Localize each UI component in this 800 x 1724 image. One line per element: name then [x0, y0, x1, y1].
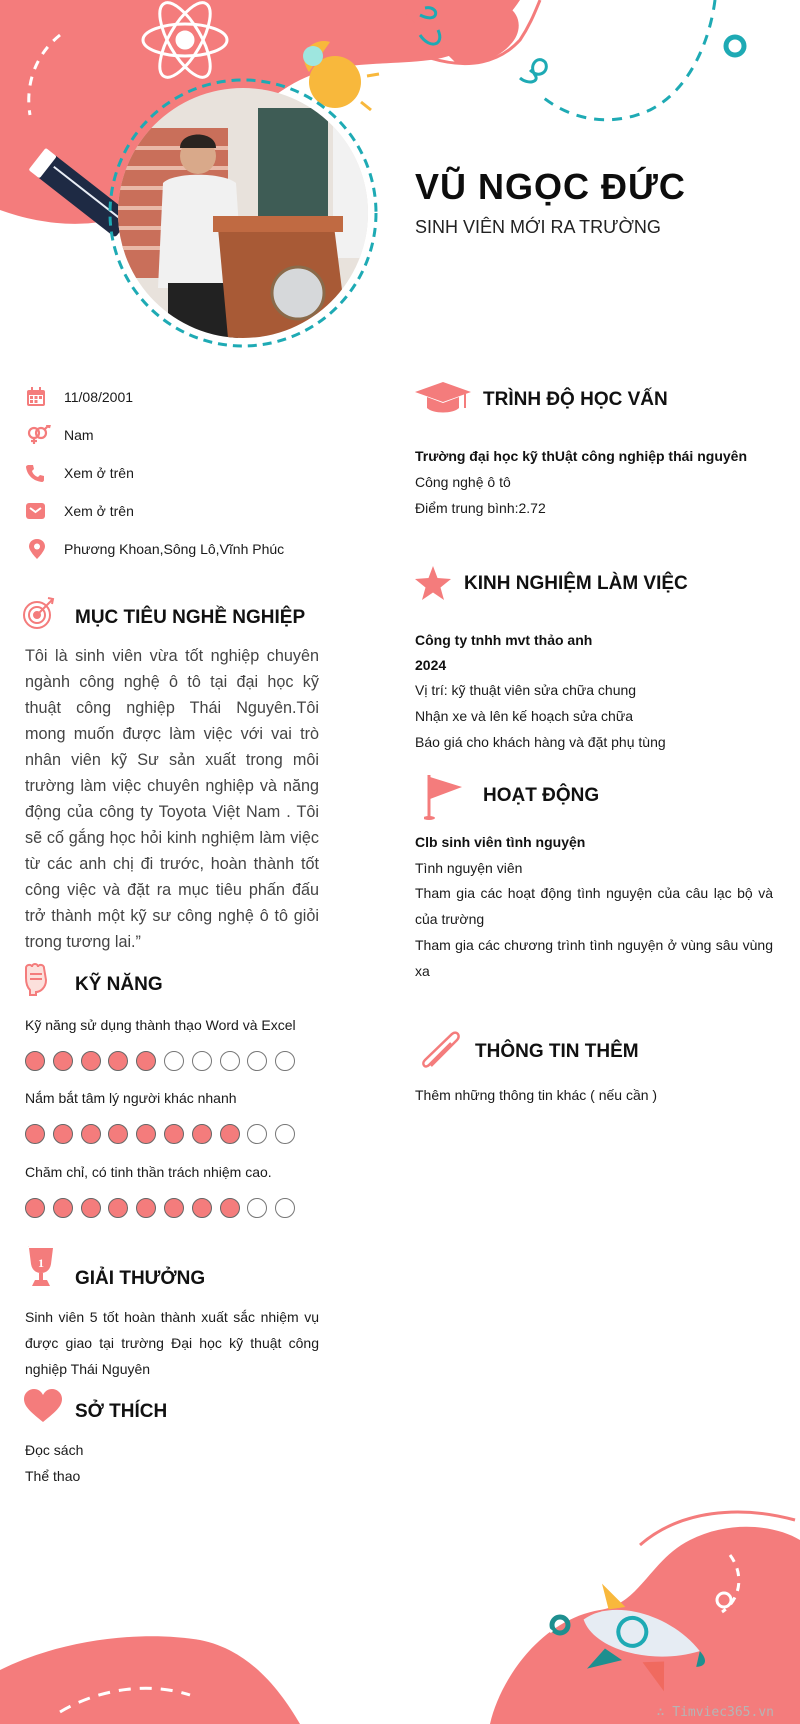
- raised-fist-icon: [24, 962, 48, 1001]
- rating-dot-filled: [25, 1124, 45, 1144]
- candidate-name: VŨ NGỌC ĐỨC: [415, 166, 686, 207]
- education-gpa: Điểm trung bình:2.72: [415, 500, 546, 516]
- rating-dot-empty: [247, 1051, 267, 1071]
- contact-gender: [26, 423, 94, 447]
- rating-dot-filled: [164, 1124, 184, 1144]
- rating-dot-empty: [164, 1051, 184, 1071]
- section-title-hobbies: SỞ THÍCH: [75, 1401, 168, 1422]
- rating-dot-empty: [275, 1198, 295, 1218]
- section-title-extra: THÔNG TIN THÊM: [475, 1041, 639, 1062]
- rating-dot-filled: [136, 1051, 156, 1071]
- svg-text:1: 1: [38, 1256, 44, 1270]
- skill-rating: [25, 1198, 303, 1218]
- rating-dot-filled: [136, 1124, 156, 1144]
- contact-text: Xem ở trên: [64, 465, 134, 481]
- rating-dot-filled: [81, 1124, 101, 1144]
- section-title-activities: HOẠT ĐỘNG: [483, 785, 600, 806]
- hobby-item: Thể thao: [25, 1468, 81, 1484]
- rating-dot-empty: [275, 1124, 295, 1144]
- experience-line: Báo giá cho khách hàng và đặt phụ tùng: [415, 734, 666, 750]
- heart-icon: [24, 1389, 62, 1428]
- rating-dot-filled: [220, 1198, 240, 1218]
- rating-dot-filled: [81, 1051, 101, 1071]
- candidate-role: SINH VIÊN MỚI RA TRƯỜNG: [415, 217, 661, 237]
- rating-dot-filled: [108, 1051, 128, 1071]
- rating-dot-filled: [25, 1198, 45, 1218]
- extra-text: Thêm những thông tin khác ( nếu cần ): [415, 1087, 658, 1103]
- paperclip-icon: [417, 1030, 463, 1075]
- star-icon: [415, 566, 451, 605]
- skill-label: Nắm bắt tâm lý người khác nhanh: [25, 1090, 237, 1106]
- rating-dot-filled: [136, 1198, 156, 1218]
- rating-dot-empty: [275, 1051, 295, 1071]
- rating-dot-filled: [192, 1124, 212, 1144]
- skill-rating: [25, 1124, 303, 1144]
- contact-email: [26, 499, 134, 523]
- watermark-text: ∴ Timviec365.vn: [656, 1705, 774, 1720]
- rating-dot-filled: [108, 1124, 128, 1144]
- graduation-cap-icon: [415, 382, 471, 421]
- skill-rating: [25, 1051, 303, 1071]
- education-school: Trường đại học kỹ thUật công nghiệp thái nguyên: [415, 448, 747, 464]
- activities-org: Clb sinh viên tình nguyện: [415, 834, 586, 850]
- phone-icon: [26, 462, 54, 484]
- experience-line: Vị trí: kỹ thuật viên sửa chữa chung: [415, 682, 637, 698]
- objective-text: Tôi là sinh viên vừa tốt nghiệp chuyên ngành công nghệ ô tô tại đại học kỹ thuật công nghiệp Thái Nguyên.Tôi mong muốn được làm việc với vai trò nhân viên kỹ Sư sản xuất trong môi trường làm việc chuyên nghiệp và năng động của công ty Toyota Việt Nam . Tôi sẽ cố gắng học hỏi kinh nghiệm làm việc từ các anh chị đi trước, hoàn thành tốt công việc và đặt ra mục tiêu phấn đấu trở thành một kỹ sư công nghệ ô tô giỏi trong tương lai.”: [25, 647, 319, 951]
- contact-text: 11/08/2001: [64, 389, 134, 405]
- education-major: Công nghệ ô tô: [415, 474, 511, 490]
- contact-text: Xem ở trên: [64, 503, 134, 519]
- experience-company: Công ty tnhh mvt thảo anh: [415, 632, 593, 648]
- email-icon: [26, 500, 54, 522]
- target-icon: [22, 596, 56, 635]
- section-title-awards: GIẢI THƯỞNG: [75, 1268, 206, 1289]
- section-title-objective: MỤC TIÊU NGHỀ NGHIỆP: [75, 607, 306, 628]
- trophy-icon: [24, 1246, 58, 1293]
- flag-icon: [424, 773, 464, 826]
- rating-dot-filled: [53, 1051, 73, 1071]
- contact-address: [26, 537, 284, 561]
- section-title-education: TRÌNH ĐỘ HỌC VẤN: [483, 389, 668, 410]
- rating-dot-filled: [25, 1051, 45, 1071]
- skill-label: Chăm chỉ, có tinh thần trách nhiệm cao.: [25, 1164, 272, 1180]
- rating-dot-filled: [108, 1198, 128, 1218]
- location-icon: [26, 538, 54, 560]
- skill-label: Kỹ năng sử dụng thành thạo Word và Excel: [25, 1017, 296, 1033]
- rating-dot-filled: [220, 1124, 240, 1144]
- profile-photo: [118, 88, 368, 338]
- rating-dot-empty: [247, 1198, 267, 1218]
- rating-dot-filled: [53, 1124, 73, 1144]
- contact-text: Nam: [64, 427, 94, 443]
- hobby-item: Đọc sách: [25, 1442, 84, 1458]
- rating-dot-empty: [247, 1124, 267, 1144]
- rating-dot-filled: [53, 1198, 73, 1218]
- contact-text: Phương Khoan,Sông Lô,Vĩnh Phúc: [64, 541, 285, 557]
- awards-text: Sinh viên 5 tốt hoàn thành xuất sắc nhiệm vụ được giao tại trường Đại học kỹ thuật công nghiệp Thái Nguyên: [25, 1309, 319, 1377]
- experience-line: Nhận xe và lên kế hoạch sửa chữa: [415, 708, 633, 724]
- experience-year: 2024: [415, 657, 447, 673]
- rating-dot-filled: [192, 1198, 212, 1218]
- calendar-icon: [26, 386, 54, 408]
- section-title-experience: KINH NGHIỆM LÀM VIỆC: [464, 573, 688, 594]
- contact-phone: [26, 461, 134, 485]
- contact-birthdate: [26, 385, 133, 409]
- gender-icon: [26, 424, 54, 446]
- section-title-skills: KỸ NĂNG: [75, 974, 163, 995]
- activities-role: Tình nguyện viên: [415, 860, 523, 876]
- rating-dot-empty: [220, 1051, 240, 1071]
- activities-desc: Tham gia các chương trình tình nguyện ở vùng sâu vùng xa: [415, 937, 773, 979]
- rating-dot-filled: [164, 1198, 184, 1218]
- activities-desc: Tham gia các hoạt động tình nguyện của câu lạc bộ và của trường: [415, 885, 773, 927]
- rating-dot-empty: [192, 1051, 212, 1071]
- rating-dot-filled: [81, 1198, 101, 1218]
